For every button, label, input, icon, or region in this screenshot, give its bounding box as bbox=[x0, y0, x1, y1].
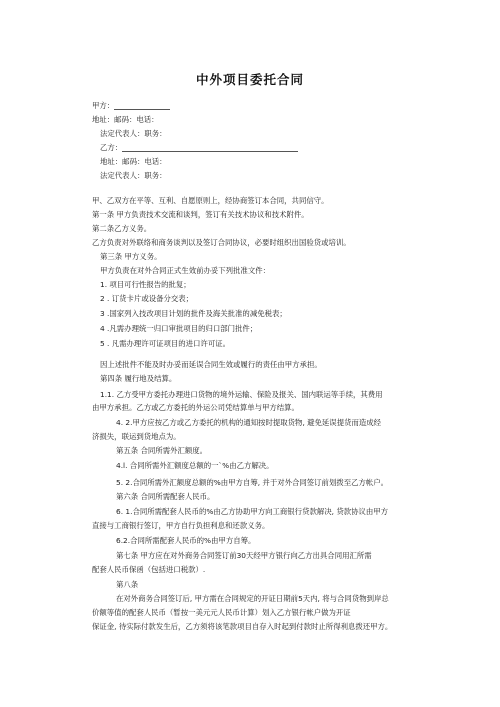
article-5-heading: 第五条 合同所需外汇额度。 bbox=[116, 446, 208, 455]
article-3-item-4: 4 .凡需办理统一归口审批项目的归口部门批件； bbox=[100, 324, 258, 333]
article-4-clause-1-cont: 由甲方承担。乙方或乙方委托的外运公司凭结算单与甲方结算。 bbox=[92, 403, 299, 412]
article-3-item-3: 3 .国家列入技改项目计划的批件及海关批准的减免税表； bbox=[100, 309, 287, 318]
party-b-address: 地址：邮码：电话： bbox=[100, 157, 167, 166]
article-5-clause-1: 4.l. 合同所需外汇额度总额的一`%由乙方解决。 bbox=[116, 461, 274, 470]
party-b-line bbox=[100, 143, 298, 152]
party-a-line bbox=[92, 101, 170, 110]
article-3-liability: 因上述批件不能及时办妥而延误合同生效或履行的责任由甲方承担。 bbox=[100, 360, 322, 369]
party-b-blank bbox=[122, 144, 298, 152]
article-2-heading: 第二条乙方义务。 bbox=[92, 224, 152, 233]
article-8-body-3: 保证金, 待实际付款发生后，乙方须将该笔款项目自存入时起到付款时止所得利息拨还甲方。 bbox=[92, 622, 393, 631]
article-1: 第一条 甲方负责技术交流和谈判，签订有关技术协议和技术附件。 bbox=[92, 210, 309, 219]
article-8-body-2: 价额等值的配套人民币（暂按一美元元人民币计算）划入乙方银行帐户做为开证 bbox=[92, 608, 351, 617]
party-b-representative: 法定代表人：职务： bbox=[100, 171, 167, 180]
article-6-clause-1: 6. 1.合同所需配套人民币的%由乙方协助甲方向工商银行贷款解决, 贷款协议由甲方 bbox=[116, 507, 389, 516]
article-3-item-1: 1. 项目可行性报告的批复； bbox=[100, 280, 191, 289]
article-3-heading: 第三条 甲方义务。 bbox=[100, 252, 162, 261]
article-4-clause-1: 1.1. 乙方受甲方委托办理进口货物的境外运输、保险及报关、国内联运等手续，其费用 bbox=[100, 390, 383, 399]
article-3-intro: 甲方负责在对外合同正式生效前办妥下列批准文件： bbox=[100, 266, 270, 275]
article-7: 第七条 甲方应在对外商务合同签订前30天经甲方银行向乙方出具合同用汇所需 bbox=[116, 551, 372, 560]
article-7-cont: 配套人民币保函（包括进口税款）. bbox=[92, 565, 206, 574]
article-3-item-2: 2 . 订货卡片或设备分交表； bbox=[100, 294, 194, 303]
article-6-heading: 第六条 合同所需配套人民币。 bbox=[116, 492, 215, 501]
article-6-clause-2: 6.2.合同所需配套人民币的%由甲方自筹。 bbox=[116, 536, 256, 545]
preamble: 甲、乙双方在平等、互利、自愿原则上，经协商签订本合同，共同信守。 bbox=[92, 196, 329, 205]
article-4-heading: 第四条 履行地及结算。 bbox=[100, 374, 177, 383]
article-2-body: 乙方负责对外联络和商务谈判以及签订合同协议，必要时组织出国验货或培训。 bbox=[92, 238, 351, 247]
article-6-clause-1-cont: 直接与工商银行签订，甲方自行负担利息和还款义务。 bbox=[92, 521, 270, 530]
document-title: 中外项目委托合同 bbox=[195, 72, 304, 87]
article-3-item-5: 5 . 凡需办理许可证项目的进口许可证。 bbox=[100, 339, 231, 348]
party-a-blank bbox=[114, 102, 170, 110]
party-a-label: 甲方： bbox=[92, 101, 115, 110]
party-a-representative: 法定代表人：职务： bbox=[100, 129, 167, 138]
article-4-clause-2: 4. 2.甲方应按乙方或乙方委托的机构的通知按时提取货物, 避免延误提货而造成经 bbox=[116, 418, 382, 427]
article-5-clause-2: 5. 2.合同所需外汇额度总额的%由甲方自筹, 并于对外合同签订前划拨至乙方帐户。 bbox=[116, 478, 389, 487]
article-8-heading: 第八条 bbox=[116, 580, 139, 589]
party-b-label: 乙方： bbox=[100, 143, 123, 152]
party-a-address: 地址：邮码：电话： bbox=[92, 115, 159, 124]
article-4-clause-2-cont: 济损失，联运到货地点为。 bbox=[92, 432, 181, 441]
article-8-body-1: 在对外商务合同签订后, 甲方需在合同规定的开证日期前5天内, 将与合同货物到岸总 bbox=[116, 594, 389, 603]
